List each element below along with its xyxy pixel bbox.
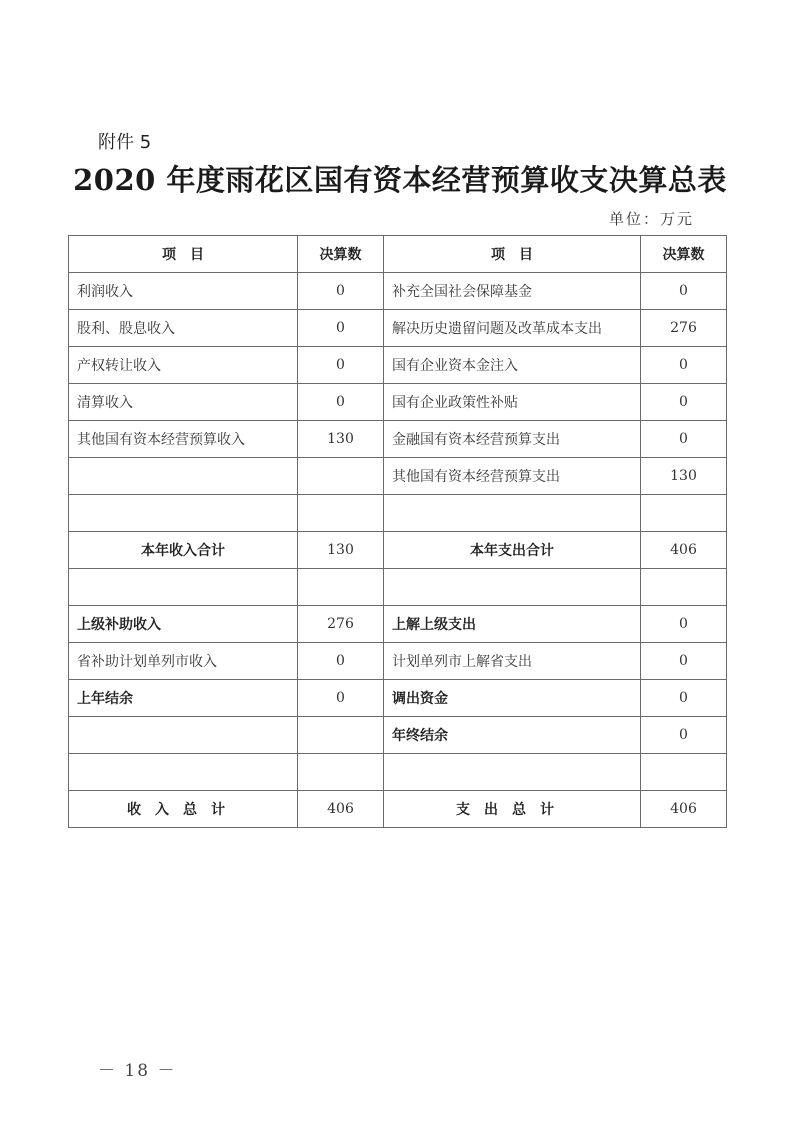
income-value: 0 xyxy=(298,643,384,680)
expense-item: 其他国有资本经营预算支出 xyxy=(384,458,641,495)
income-item xyxy=(69,495,298,532)
income-item: 清算收入 xyxy=(69,384,298,421)
expense-subtotal-label: 本年支出合计 xyxy=(384,532,641,569)
table-row xyxy=(69,310,727,347)
expense-subtotal-value: 406 xyxy=(641,532,727,569)
income-value: 0 xyxy=(298,347,384,384)
expense-item: 上解上级支出 xyxy=(384,606,641,643)
income-item: 省补助计划单列市收入 xyxy=(69,643,298,680)
table-row xyxy=(69,273,727,310)
income-value xyxy=(298,458,384,495)
table-row-empty xyxy=(69,495,727,532)
expense-value: 0 xyxy=(641,606,727,643)
header-income-item: 项 目 xyxy=(69,236,298,273)
table-row xyxy=(69,717,727,754)
income-total-label: 收入总计 xyxy=(69,791,298,828)
grand-total-row xyxy=(69,791,727,828)
expense-item: 调出资金 xyxy=(384,680,641,717)
header-income-amount: 决算数 xyxy=(298,236,384,273)
income-item: 股利、股息收入 xyxy=(69,310,298,347)
expense-value: 0 xyxy=(641,680,727,717)
document-title: 2020 年度雨花区国有资本经营预算收支决算总表 xyxy=(73,163,727,197)
expense-total-label: 支出总计 xyxy=(384,791,641,828)
expense-item: 金融国有资本经营预算支出 xyxy=(384,421,641,458)
expense-value xyxy=(641,754,727,791)
income-value xyxy=(298,754,384,791)
expense-value: 0 xyxy=(641,347,727,384)
income-item xyxy=(69,458,298,495)
expense-item: 国有企业政策性补贴 xyxy=(384,384,641,421)
expense-item: 年终结余 xyxy=(384,717,641,754)
expense-total-value: 406 xyxy=(641,791,727,828)
expense-item: 解决历史遗留问题及改革成本支出 xyxy=(384,310,641,347)
income-item xyxy=(69,717,298,754)
expense-item: 计划单列市上解省支出 xyxy=(384,643,641,680)
income-value: 130 xyxy=(298,421,384,458)
table-row xyxy=(69,347,727,384)
budget-summary-table xyxy=(68,235,727,828)
page-number: － 18 － xyxy=(98,1061,177,1081)
income-value xyxy=(298,717,384,754)
expense-value: 276 xyxy=(641,310,727,347)
income-value: 0 xyxy=(298,310,384,347)
income-value xyxy=(298,569,384,606)
attachment-label: 附件 5 xyxy=(98,132,152,153)
expense-item xyxy=(384,495,641,532)
expense-value: 0 xyxy=(641,643,727,680)
table-row xyxy=(69,643,727,680)
income-item xyxy=(69,754,298,791)
table-row xyxy=(69,680,727,717)
subtotal-row xyxy=(69,532,727,569)
expense-value: 0 xyxy=(641,384,727,421)
income-item: 利润收入 xyxy=(69,273,298,310)
header-expense-item: 项 目 xyxy=(384,236,641,273)
income-item: 上年结余 xyxy=(69,680,298,717)
income-value: 0 xyxy=(298,273,384,310)
expense-value: 0 xyxy=(641,421,727,458)
income-value: 0 xyxy=(298,384,384,421)
table-row-empty xyxy=(69,569,727,606)
table-row xyxy=(69,421,727,458)
income-value xyxy=(298,495,384,532)
table-row xyxy=(69,384,727,421)
income-value: 276 xyxy=(298,606,384,643)
table-header-row xyxy=(69,236,727,273)
table-row xyxy=(69,458,727,495)
expense-value xyxy=(641,495,727,532)
income-item xyxy=(69,569,298,606)
income-item: 上级补助收入 xyxy=(69,606,298,643)
header-expense-amount: 决算数 xyxy=(641,236,727,273)
income-subtotal-label: 本年收入合计 xyxy=(69,532,298,569)
expense-value: 130 xyxy=(641,458,727,495)
expense-value: 0 xyxy=(641,273,727,310)
table-row xyxy=(69,606,727,643)
income-item: 其他国有资本经营预算收入 xyxy=(69,421,298,458)
income-subtotal-value: 130 xyxy=(298,532,384,569)
expense-item xyxy=(384,569,641,606)
income-total-value: 406 xyxy=(298,791,384,828)
unit-label: 单位：万元 xyxy=(608,210,694,228)
expense-value xyxy=(641,569,727,606)
expense-value: 0 xyxy=(641,717,727,754)
expense-item xyxy=(384,754,641,791)
income-value: 0 xyxy=(298,680,384,717)
expense-item: 国有企业资本金注入 xyxy=(384,347,641,384)
expense-item: 补充全国社会保障基金 xyxy=(384,273,641,310)
income-item: 产权转让收入 xyxy=(69,347,298,384)
table-row-empty xyxy=(69,754,727,791)
